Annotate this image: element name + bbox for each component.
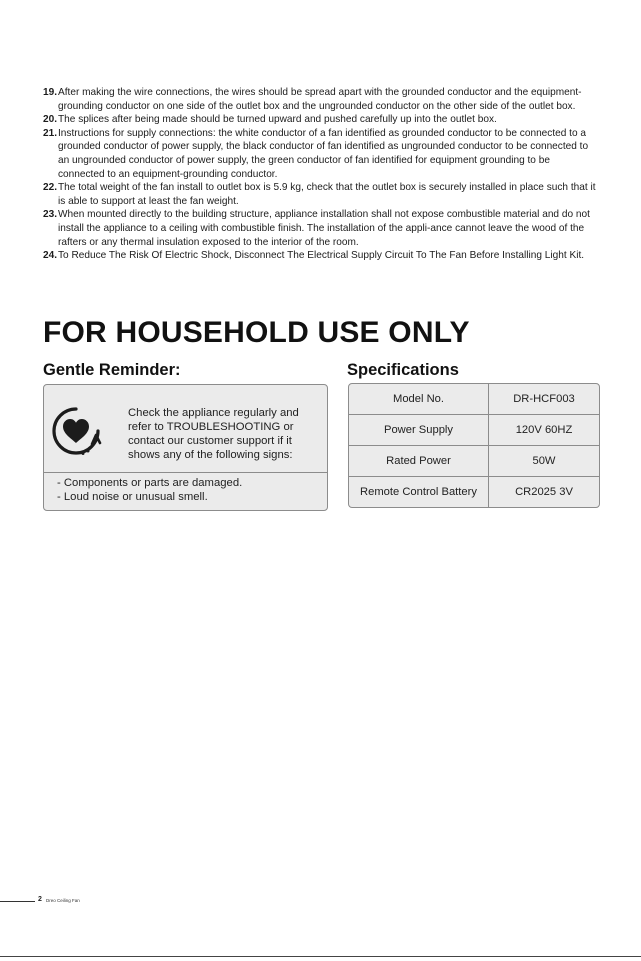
spec-value: 120V 60HZ xyxy=(489,415,599,446)
spec-value: DR-HCF003 xyxy=(489,384,599,415)
item-number: 23. xyxy=(43,209,58,221)
footer-rule xyxy=(0,901,35,902)
specifications-heading: Specifications xyxy=(347,361,459,379)
item-text: The splices after being made should be turned upward and pushed carefully up into the outlet box. xyxy=(58,114,497,126)
item-text: After making the wire connections, the wires should be spread apart with the grounded conductor and the equipment-grounding conductor on one side of the outlet box and the ungrounded conductor on the other side of the outlet box. xyxy=(58,87,582,112)
reminder-top-section xyxy=(44,385,327,473)
item-number: 21. xyxy=(43,127,58,139)
table-row xyxy=(349,415,599,446)
instruction-item-23 xyxy=(43,208,599,249)
item-number: 19. xyxy=(43,87,58,98)
spec-label: Remote Control Battery xyxy=(349,477,489,507)
specifications-table xyxy=(348,383,600,508)
item-number: 20. xyxy=(43,114,58,126)
instruction-item-21 xyxy=(43,127,599,181)
table-row xyxy=(349,384,599,415)
footer-title: Dreo Ceiling Fan xyxy=(46,898,80,903)
spec-value: 50W xyxy=(489,446,599,477)
page-number: 2 xyxy=(38,896,42,903)
spec-label: Power Supply xyxy=(349,415,489,446)
item-text: The total weight of the fan install to outlet box is 5.9 kg, check that the outlet box is securely installed in place such that it is able to support at least the fan weight. xyxy=(58,182,596,207)
spec-value: CR2025 3V xyxy=(515,486,573,498)
instruction-list xyxy=(43,86,599,263)
spec-label: Rated Power xyxy=(349,446,489,477)
spec-label: Model No. xyxy=(349,384,489,415)
instruction-item-19 xyxy=(43,86,599,113)
table-row xyxy=(349,446,599,477)
item-number: 22. xyxy=(43,182,58,194)
instruction-item-20 xyxy=(43,113,599,127)
gentle-reminder-box xyxy=(43,384,328,511)
heart-circle-icon xyxy=(50,405,102,457)
reminder-message: Check the appliance regularly and refer to TROUBLESHOOTING or contact our customer support if it shows any of the following signs: xyxy=(128,407,299,461)
item-number: 24. xyxy=(43,250,58,262)
item-text: Instructions for supply connections: the white conductor of a fan identified as grounded conductor to be connected to a grounded conductor of power supply, the black conductor of fan identified as ungrounded conductor to be connected to an ungrounded conductor of power supply, the green conductor of fan identified for equipment grounding to be connected to an equipment-grounding conductor. xyxy=(58,127,589,180)
item-text: When mounted directly to the building structure, appliance installation shall not expose combustible material and do not install the appliance to a ceiling with combustible finish. The installation of the appli-ance cannot leave the wood of the rafters or any thermal insulation exposed to the interior of the room. xyxy=(58,209,590,248)
instruction-item-24 xyxy=(43,249,599,263)
table-row xyxy=(349,477,599,507)
item-text: To Reduce The Risk Of Electric Shock, Disconnect The Electrical Supply Circuit To The Fan Before Installing Light Kit. xyxy=(58,250,585,262)
household-use-heading: FOR HOUSEHOLD USE ONLY xyxy=(43,316,470,349)
list-item: - Loud noise or unusual smell. xyxy=(57,490,208,503)
list-item: - Components or parts are damaged. xyxy=(57,477,243,489)
page-bottom-rule xyxy=(0,956,641,957)
reminder-signs-list xyxy=(57,477,242,504)
instruction-item-22 xyxy=(43,181,599,208)
gentle-reminder-heading: Gentle Reminder: xyxy=(43,361,181,379)
